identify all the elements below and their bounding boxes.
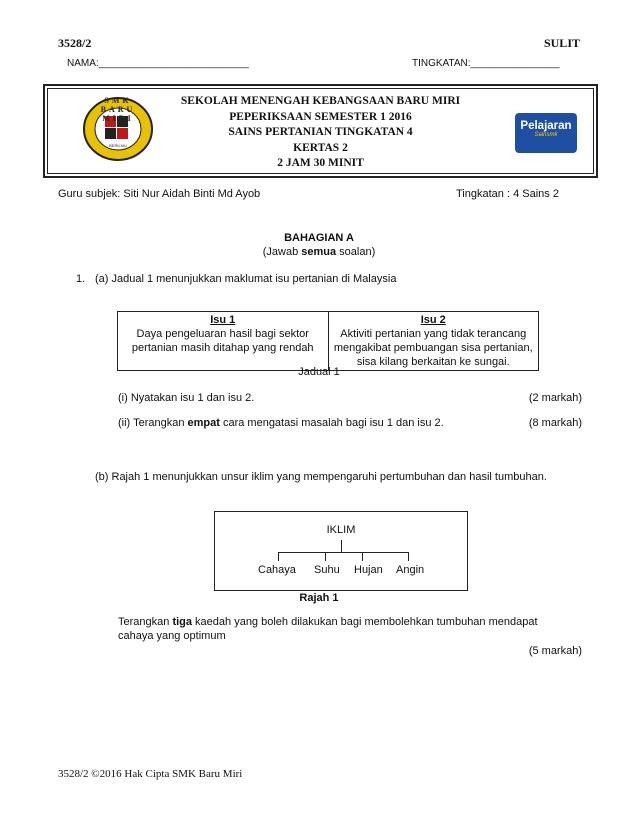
diagram-caption: Rajah 1	[299, 592, 339, 604]
isu-2-cell	[328, 312, 539, 371]
classification-label: SULIT	[543, 36, 580, 50]
question-1b-line2: cahaya yang optimum	[118, 630, 226, 642]
exam-name: PEPERIKSAAN SEMESTER 1 2016	[229, 110, 412, 123]
teacher-info: Guru subjek: Siti Nur Aidah Binti Md Ayob	[58, 188, 261, 200]
diagram-node-cahaya: Cahaya	[258, 564, 296, 576]
tingkatan-field[interactable]: TINGKATAN:________________	[412, 58, 560, 69]
nama-field[interactable]: NAMA:___________________________	[67, 58, 249, 69]
paper-number: KERTAS 2	[293, 141, 348, 154]
section-title: BAHAGIAN A	[284, 232, 354, 244]
pelajaran-logo-text: Pelajaran	[520, 120, 572, 132]
isu-2-header: Isu 2	[420, 314, 446, 326]
question-1a-i-marks: (2 markah)	[528, 392, 582, 404]
question-1a-i: (i) Nyatakan isu 1 dan isu 2.	[118, 392, 255, 404]
question-1b-marks: (5 markah)	[528, 645, 582, 657]
diagram-node-suhu: Suhu	[314, 564, 340, 576]
footer-copyright: 3528/2 ©2016 Hak Cipta SMK Baru Miri	[58, 768, 243, 780]
logo-text: SMK BARU MIRI	[100, 96, 136, 123]
class-info: Tingkatan : 4 Sains 2	[456, 188, 559, 200]
svg-text:BERILMU: BERILMU	[109, 143, 127, 148]
diagram-branch	[362, 552, 363, 561]
diagram-branch-bar	[278, 552, 409, 553]
question-1b-line1: Terangkan tiga kaedah yang boleh dilakukan bagi membolehkan tumbuhan mendapat	[118, 616, 538, 628]
jadual-1-table	[117, 311, 539, 371]
table-caption: Jadual 1	[298, 366, 340, 378]
question-1b-text: (b) Rajah 1 menunjukkan unsur iklim yang mempengaruhi pertumbuhan dan hasil tumbuhan.	[95, 471, 547, 483]
pelajaran-logo	[515, 113, 577, 153]
isu-2-text: Aktiviti pertanian yang tidak terancang mengakibat pembuangan sisa pertanian, sisa kilang berkaitan ke sungai.	[333, 328, 533, 368]
rajah-1-diagram	[214, 511, 468, 591]
school-name: SEKOLAH MENENGAH KEBANGSAAN BARU MIRI	[180, 95, 461, 107]
pelajaran-logo-sub: Sainsmk	[534, 132, 558, 138]
question-number: 1.	[76, 273, 86, 285]
question-1a-ii: (ii) Terangkan empat cara mengatasi masalah bagi isu 1 dan isu 2.	[118, 417, 444, 429]
diagram-branch	[408, 552, 409, 561]
question-1a-text: (a) Jadual 1 menunjukkan maklumat isu pertanian di Malaysia	[95, 273, 397, 285]
diagram-branch	[325, 552, 326, 561]
diagram-node-hujan: Hujan	[354, 564, 383, 576]
duration: 2 JAM 30 MINIT	[277, 157, 364, 169]
isu-1-header: Isu 1	[210, 314, 236, 326]
diagram-branch	[278, 552, 279, 561]
diagram-root: IKLIM	[326, 524, 356, 536]
section-instruction: (Jawab semua soalan)	[262, 246, 376, 258]
paper-code: 3528/2	[58, 36, 92, 50]
isu-1-cell	[118, 312, 329, 371]
subject-name: SAINS PERTANIAN TINGKATAN 4	[228, 126, 413, 138]
question-1a-ii-marks: (8 markah)	[528, 417, 582, 429]
exam-header-box	[43, 84, 598, 178]
diagram-node-angin: Angin	[396, 564, 425, 576]
isu-1-text: Daya pengeluaran hasil bagi sektor pertanian masih ditahap yang rendah	[131, 328, 314, 354]
diagram-stem	[341, 540, 342, 552]
